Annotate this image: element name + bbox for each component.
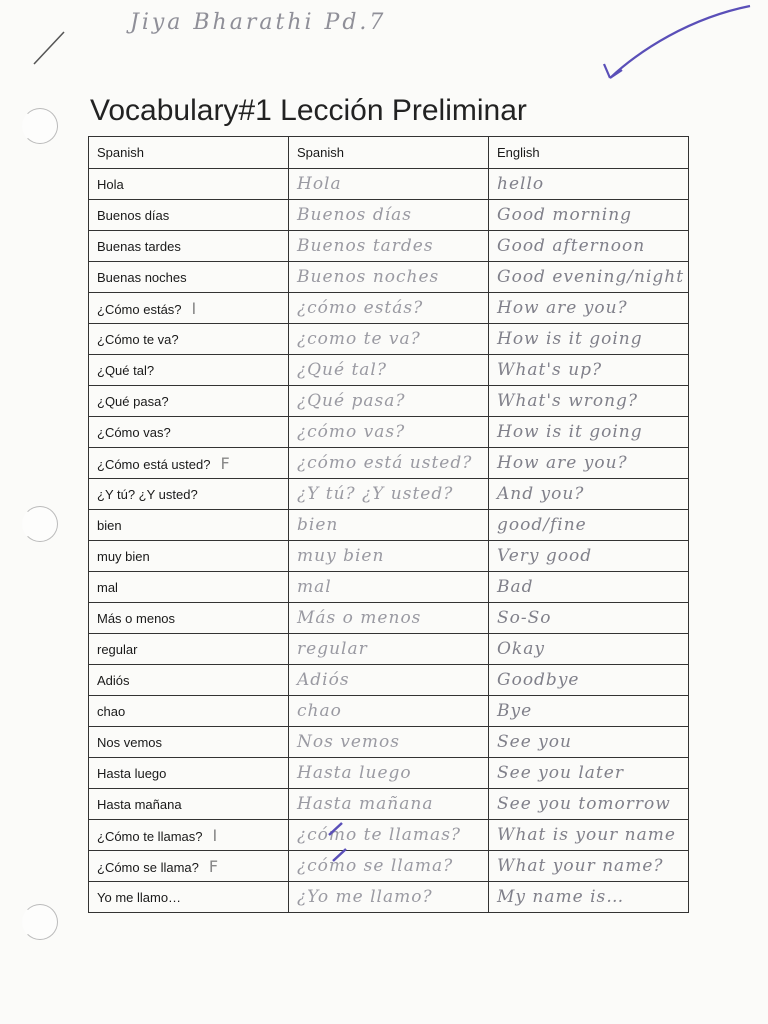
table-row <box>89 262 689 293</box>
handwritten-english: How is it going <box>489 324 689 355</box>
spanish-term-text: Adiós <box>97 672 130 688</box>
table-row <box>89 603 689 634</box>
spanish-term <box>89 758 289 789</box>
spanish-term-text: Hasta mañana <box>97 796 182 812</box>
spanish-term-text: Buenos días <box>97 207 170 223</box>
handwritten-english: Bad <box>489 572 689 603</box>
handwritten-spanish: ¿cómo se llama? <box>289 851 489 882</box>
spanish-term <box>89 386 289 417</box>
handwritten-english: See you tomorrow <box>489 789 689 820</box>
formality-tag: I <box>212 825 218 845</box>
spanish-term <box>89 448 289 479</box>
spanish-term <box>89 727 289 758</box>
handwritten-english: So-So <box>489 603 689 634</box>
spanish-term-text: ¿Qué pasa? <box>97 393 169 409</box>
handwritten-spanish: Hasta mañana <box>289 789 489 820</box>
handwritten-english: And you? <box>489 479 689 510</box>
handwritten-english: Good morning <box>489 200 689 231</box>
handwritten-spanish: ¿Qué pasa? <box>289 386 489 417</box>
spanish-term-text: Hasta luego <box>97 765 167 781</box>
spanish-term-text: muy bien <box>97 548 150 564</box>
spanish-term-text: bien <box>97 517 122 533</box>
binder-hole-bottom <box>22 904 58 940</box>
handwritten-english: Good evening/night <box>489 262 689 293</box>
spanish-term <box>89 355 289 386</box>
handwritten-english: Very good <box>489 541 689 572</box>
handwritten-spanish: Buenos noches <box>289 262 489 293</box>
handwritten-spanish: chao <box>289 696 489 727</box>
binder-hole-top <box>22 108 58 144</box>
handwritten-spanish: regular <box>289 634 489 665</box>
handwritten-spanish: ¿cómo vas? <box>289 417 489 448</box>
handwritten-spanish: Hola <box>289 169 489 200</box>
table-row <box>89 386 689 417</box>
binder-hole-middle <box>22 506 58 542</box>
column-header-english: English <box>489 137 689 169</box>
spanish-term <box>89 634 289 665</box>
spanish-term-text: ¿Cómo vas? <box>97 424 171 440</box>
table-row <box>89 293 689 324</box>
table-row <box>89 169 689 200</box>
spanish-term <box>89 572 289 603</box>
table-row <box>89 231 689 262</box>
table-row <box>89 448 689 479</box>
handwritten-english: hello <box>489 169 689 200</box>
handwritten-english: What is your name <box>489 820 689 851</box>
spanish-term-text: ¿Cómo se llama? <box>97 859 199 875</box>
table-row <box>89 665 689 696</box>
pen-tick-mark-icon <box>326 820 346 838</box>
table-row <box>89 727 689 758</box>
handwritten-english: How are you? <box>489 293 689 324</box>
spanish-term <box>89 696 289 727</box>
spanish-term <box>89 510 289 541</box>
spanish-term-text: ¿Qué tal? <box>97 362 155 378</box>
spanish-term <box>89 882 289 913</box>
spanish-term <box>89 324 289 355</box>
handwritten-spanish: ¿Yo me llamo? <box>289 882 489 913</box>
spanish-term <box>89 479 289 510</box>
table-row <box>89 324 689 355</box>
handwritten-spanish: ¿cómo estás? <box>289 293 489 324</box>
spanish-term-text: Hola <box>97 176 124 192</box>
formality-tag: I <box>191 298 197 318</box>
handwritten-spanish: Adiós <box>289 665 489 696</box>
table-row <box>89 882 689 913</box>
spanish-term-text: Buenas noches <box>97 269 187 285</box>
handwritten-spanish: ¿cómo te llamas? <box>289 820 489 851</box>
handwritten-spanish: Más o menos <box>289 603 489 634</box>
spanish-term-text: Buenas tardes <box>97 238 181 254</box>
handwritten-spanish: muy bien <box>289 541 489 572</box>
spanish-term <box>89 665 289 696</box>
spanish-term <box>89 603 289 634</box>
formality-tag: F <box>208 856 219 876</box>
table-row <box>89 634 689 665</box>
handwritten-english: My name is… <box>489 882 689 913</box>
spanish-term <box>89 231 289 262</box>
handwritten-english: How is it going <box>489 417 689 448</box>
handwritten-spanish: ¿cómo está usted? <box>289 448 489 479</box>
spanish-term-text: regular <box>97 641 138 657</box>
handwritten-spanish: Buenos tardes <box>289 231 489 262</box>
spanish-term <box>89 541 289 572</box>
handwritten-spanish: bien <box>289 510 489 541</box>
spanish-term-text: ¿Cómo estás? <box>97 301 182 317</box>
spanish-term-text: Yo me llamo… <box>97 889 182 905</box>
table-row <box>89 820 689 851</box>
spanish-term-text: ¿Cómo te llamas? <box>97 828 203 844</box>
column-header-spanish: Spanish <box>89 137 289 169</box>
handwritten-english: See you later <box>489 758 689 789</box>
page-title: Vocabulary#1 Lección Preliminar <box>90 94 527 127</box>
formality-tag: F <box>220 453 230 473</box>
handwritten-spanish: mal <box>289 572 489 603</box>
handwritten-english: Okay <box>489 634 689 665</box>
table-row <box>89 696 689 727</box>
table-row <box>89 510 689 541</box>
table-row <box>89 541 689 572</box>
handwritten-spanish: ¿Qué tal? <box>289 355 489 386</box>
vocabulary-rows <box>89 169 689 913</box>
handwritten-english: Good afternoon <box>489 231 689 262</box>
handwritten-english: Bye <box>489 696 689 727</box>
handwritten-spanish: ¿como te va? <box>289 324 489 355</box>
table-row <box>89 355 689 386</box>
table-row <box>89 758 689 789</box>
handwritten-english: How are you? <box>489 448 689 479</box>
table-row <box>89 479 689 510</box>
spanish-term-text: ¿Y tú? ¿Y usted? <box>97 486 198 502</box>
spanish-term-text: chao <box>97 703 126 719</box>
column-header-spanish-written: Spanish <box>289 137 489 169</box>
table-row <box>89 200 689 231</box>
table-row <box>89 789 689 820</box>
spanish-term <box>89 820 289 851</box>
spanish-term <box>89 262 289 293</box>
spanish-term <box>89 293 289 324</box>
handwritten-english: What's wrong? <box>489 386 689 417</box>
handwritten-spanish: ¿Y tú? ¿Y usted? <box>289 479 489 510</box>
teacher-check-mark-icon <box>600 0 760 90</box>
table-row <box>89 851 689 882</box>
spanish-term-text: Más o menos <box>97 610 176 626</box>
pen-tick-mark-icon <box>330 846 350 864</box>
vocabulary-table <box>88 136 689 913</box>
handwritten-english: Goodbye <box>489 665 689 696</box>
table-row <box>89 417 689 448</box>
student-name: Jiya Bharathi Pd.7 <box>130 10 387 35</box>
spanish-term-text: ¿Cómo está usted? <box>97 456 211 472</box>
handwritten-english: See you <box>489 727 689 758</box>
spanish-term-text: ¿Cómo te va? <box>97 331 179 347</box>
handwritten-english: good/fine <box>489 510 689 541</box>
spanish-term <box>89 169 289 200</box>
spanish-term <box>89 417 289 448</box>
spanish-term-text: Nos vemos <box>97 734 163 750</box>
handwritten-english: What's up? <box>489 355 689 386</box>
table-row <box>89 572 689 603</box>
spanish-term <box>89 789 289 820</box>
table-header-row <box>89 137 689 169</box>
handwritten-spanish: Hasta luego <box>289 758 489 789</box>
handwritten-spanish: Nos vemos <box>289 727 489 758</box>
spanish-term-text: mal <box>97 579 118 595</box>
spanish-term <box>89 851 289 882</box>
spanish-term <box>89 200 289 231</box>
pen-stroke-mark <box>30 28 70 68</box>
handwritten-english: What your name? <box>489 851 689 882</box>
handwritten-spanish: Buenos días <box>289 200 489 231</box>
